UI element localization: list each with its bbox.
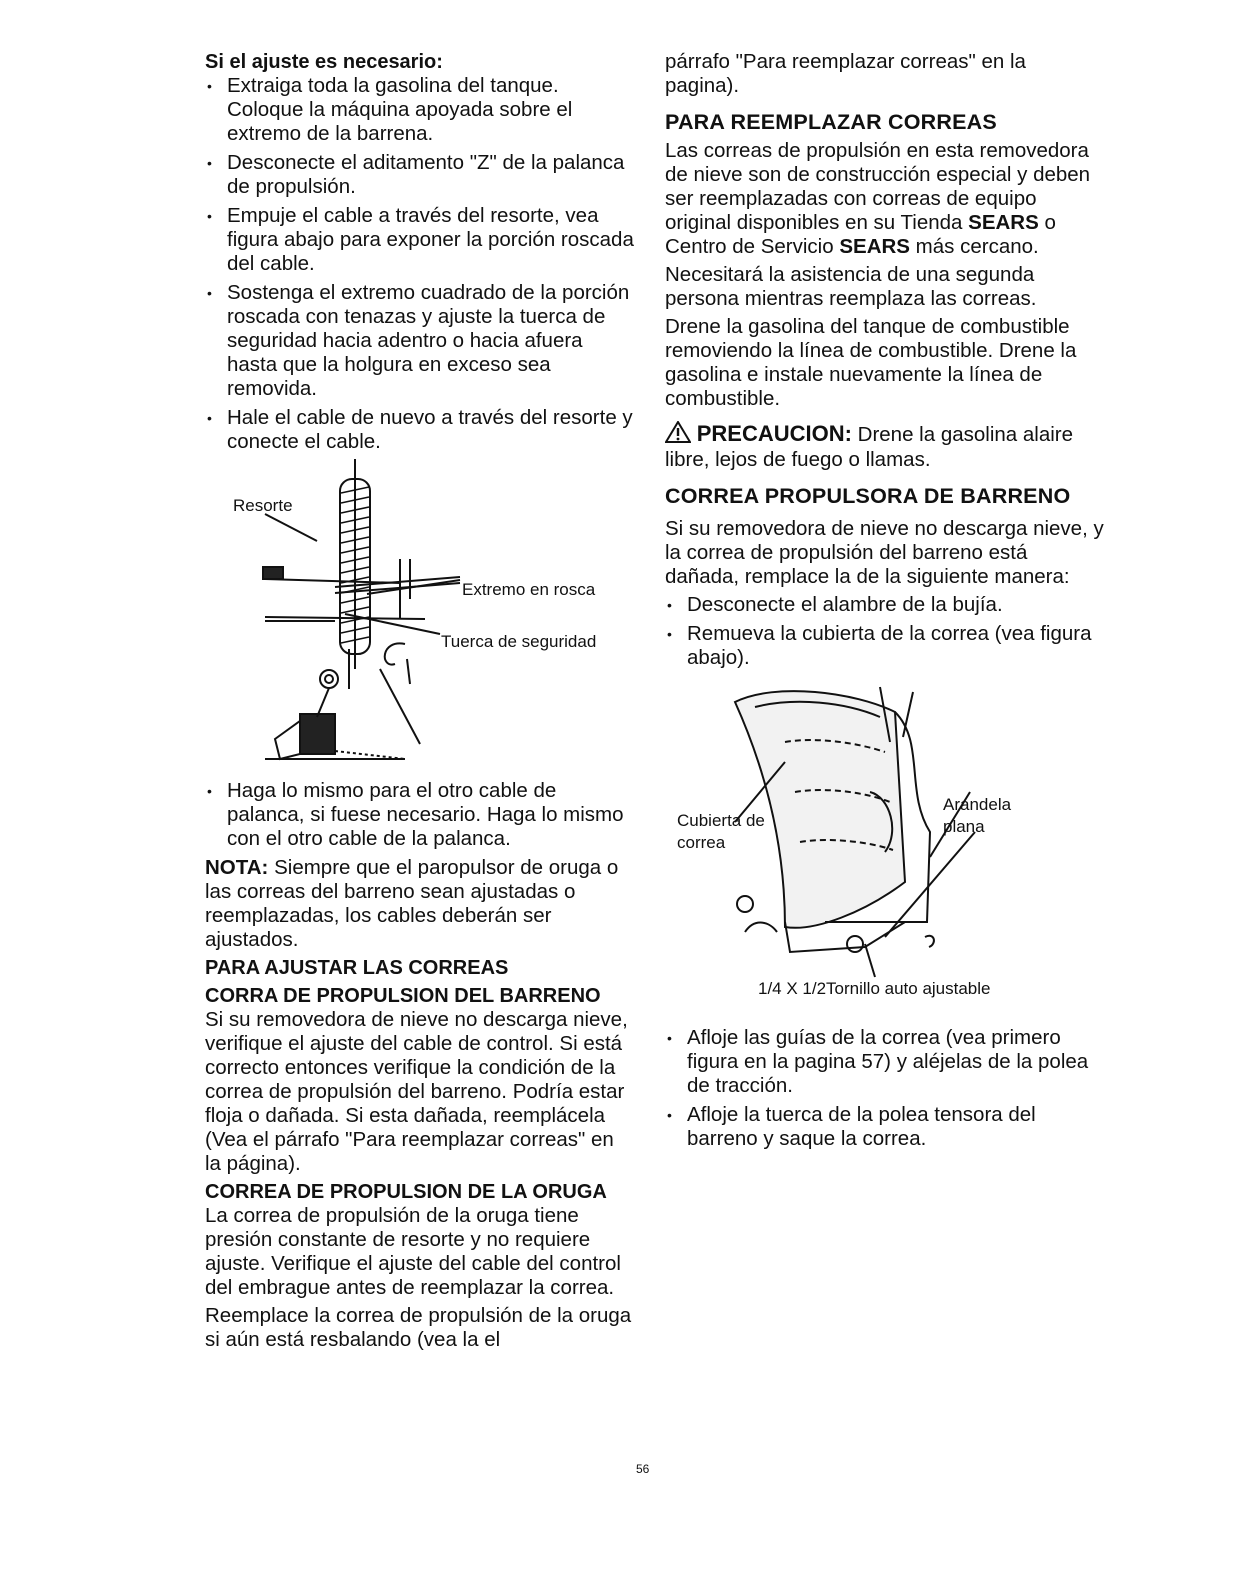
adjust-steps-list xyxy=(205,74,635,454)
label-arandela-plana: Arandela plana xyxy=(943,795,1012,836)
label-cubierta-de-correa: Cubierta de correa xyxy=(677,811,765,852)
heading-corra-propulsion: CORRA DE PROPULSION DEL BARRENO xyxy=(205,985,601,1007)
heading-correa-oruga: CORREA DE PROPULSION DE LA ORUGA xyxy=(205,1181,607,1203)
precaution-text: Drene la gasolina alaire libre, lejos de fuego o llamas. xyxy=(665,423,1074,471)
oruga-paragraph-1: La correa de propulsión de la oruga tiene presión constante de resorte y no requiere ajuste. Verifique el ajuste del cable del control del embrague antes de reemplazar la correa. xyxy=(205,1204,621,1299)
heading-si-el-ajuste: Si el ajuste es necesario: xyxy=(205,51,443,73)
precaution-paragraph xyxy=(665,421,1105,472)
left-column xyxy=(205,50,635,1356)
other-cable-list xyxy=(205,779,635,851)
sears-brand-2: SEARS xyxy=(839,235,910,258)
barreno-steps-list xyxy=(665,593,1105,670)
reemplazar-text-c: más cercano. xyxy=(909,235,1039,258)
heading-para-reemplazar: PARA REEMPLAZAR CORREAS xyxy=(665,110,997,134)
warning-triangle-icon xyxy=(665,421,691,443)
list-item: • Sostenga el extremo cuadrado de la porción roscada con tenazas y ajuste la tuerca de seguridad hacia adentro o hacia afuera hasta que la holgura en exceso sea removida. xyxy=(205,281,635,401)
sears-brand-1: SEARS xyxy=(968,211,1039,234)
loosen-steps-list xyxy=(665,1026,1105,1151)
reemplazar-paragraph-2: Necesitará la asistencia de una segunda persona mientras reemplaza las correas. xyxy=(665,263,1037,310)
list-item: • Afloje las guías de la correa (vea primero figura en la pagina 57) y aléjelas de la polea de tracción. xyxy=(665,1026,1105,1098)
list-item: • Extraiga toda la gasolina del tanque. Coloque la máquina apoyada sobre el extremo de la barrena. xyxy=(205,74,635,146)
list-item: • Remueva la cubierta de la correa (vea figura abajo). xyxy=(665,622,1105,670)
corra-paragraph: Si su removedora de nieve no descarga nieve, verifique el ajuste del cable de control. Si está correcto entonces verifique la condición de la correa de propulsión del barreno. Podría estar floja o dañada. Si esta dañada, reemplácela (Vea el párrafo "Para reemplazar correas" en la página). xyxy=(205,1008,628,1175)
belt-cover-figure xyxy=(665,682,1105,1002)
spring-cable-figure xyxy=(205,459,635,779)
list-item: • Desconecte el aditamento "Z" de la palanca de propulsión. xyxy=(205,151,635,199)
list-item: • Haga lo mismo para el otro cable de palanca, si fuese necesario. Haga lo mismo con el otro cable de la palanca. xyxy=(205,779,635,851)
label-tornillo: 1/4 X 1/2Tornillo auto ajustable xyxy=(758,979,991,998)
list-item: • Afloje la tuerca de la polea tensora del barreno y saque la correa. xyxy=(665,1103,1105,1151)
oruga-paragraph-2: Reemplace la correa de propulsión de la oruga si aún está resbalando (vea la el xyxy=(205,1304,632,1351)
precaution-label: PRECAUCION: xyxy=(696,421,852,446)
nota-paragraph xyxy=(205,856,635,952)
heading-para-ajustar: PARA AJUSTAR LAS CORREAS xyxy=(205,957,509,979)
heading-correa-propulsora: CORREA PROPULSORA DE BARRENO xyxy=(665,484,1071,508)
list-item: • Hale el cable de nuevo a través del resorte y conecte el cable. xyxy=(205,406,635,454)
list-item: • Desconecte el alambre de la bujía. xyxy=(665,593,1105,617)
page-number: 56 xyxy=(636,1462,650,1476)
continued-paragraph: párrafo "Para reemplazar correas" en la pagina). xyxy=(665,50,1026,97)
label-extremo-en-rosca: Extremo en rosca xyxy=(462,580,596,599)
reemplazar-paragraph-3: Drene la gasolina del tanque de combustible removiendo la línea de combustible. Drene la gasolina e instale nuevamente la línea de combustible. xyxy=(665,315,1077,410)
barreno-paragraph: Si su removedora de nieve no descarga nieve, y la correa de propulsión del barreno está dañada, remplace la de la siguiente manera: xyxy=(665,517,1104,588)
label-resorte: Resorte xyxy=(233,496,293,515)
label-tuerca-de-seguridad: Tuerca de seguridad xyxy=(441,632,597,651)
list-item: • Empuje el cable a través del resorte, vea figura abajo para exponer la porción roscada del cable. xyxy=(205,204,635,276)
right-column xyxy=(665,50,1105,1156)
nota-label: NOTA: xyxy=(205,856,269,879)
reemplazar-text-b: o Centro de Servicio xyxy=(665,211,1056,258)
reemplazar-paragraph-1 xyxy=(665,139,1105,259)
nota-text: Siempre que el paropulsor de oruga o las correas del barreno sean ajustadas o reemplazadas, los cables deberán ser ajustados. xyxy=(205,856,619,951)
reemplazar-text-a: Las correas de propulsión en esta removedora de nieve son de construcción especial y deben ser reemplazadas con correas de equipo original disponibles en su Tienda xyxy=(665,139,1091,234)
